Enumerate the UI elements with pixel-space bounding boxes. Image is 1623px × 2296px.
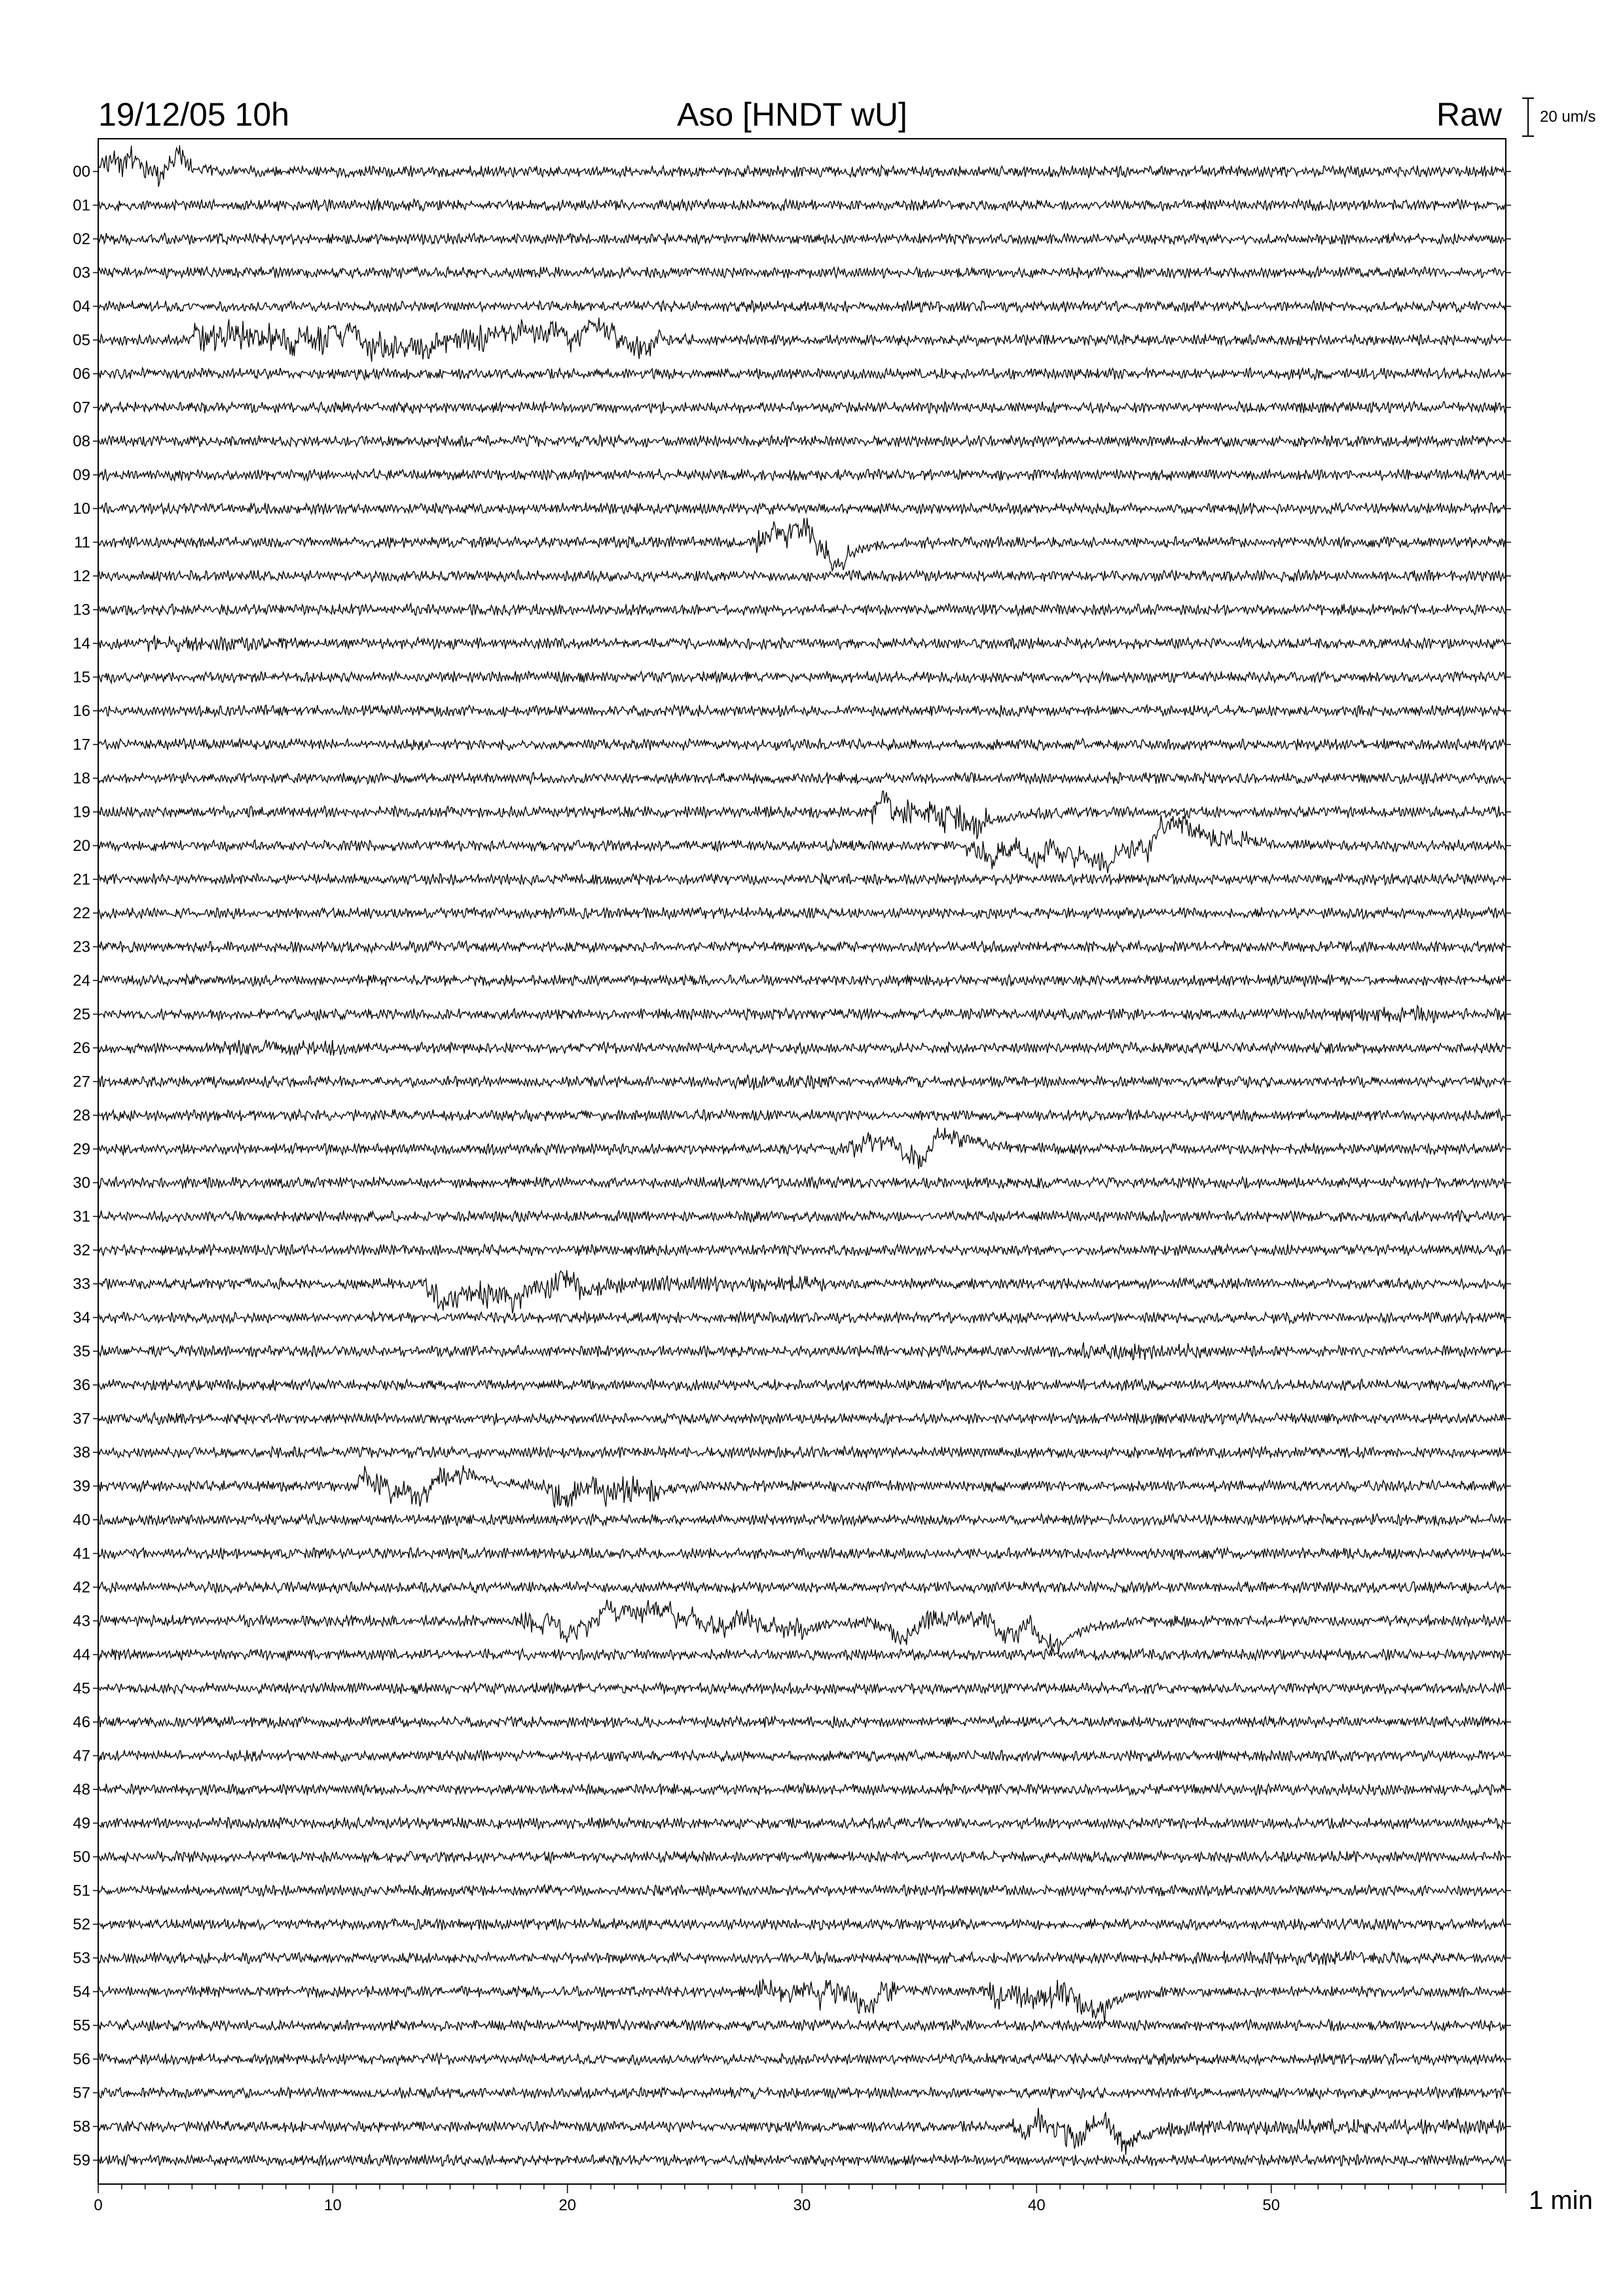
x-tick-label: 30 [793, 2197, 811, 2214]
row-label-27: 27 [73, 1073, 90, 1091]
row-label-59: 59 [73, 2151, 90, 2170]
row-label-03: 03 [73, 264, 90, 282]
trace-row-28 [98, 1109, 1506, 1121]
trace-row-18 [98, 772, 1506, 784]
row-label-44: 44 [73, 1646, 90, 1664]
x-tick-label: 10 [323, 2197, 342, 2214]
row-label-06: 06 [73, 365, 90, 383]
row-label-10: 10 [73, 500, 90, 518]
row-label-12: 12 [73, 567, 90, 585]
x-tick-label: 20 [558, 2197, 577, 2214]
trace-row-40 [98, 1514, 1506, 1526]
row-label-18: 18 [73, 770, 90, 787]
row-label-02: 02 [73, 230, 90, 248]
row-label-00: 00 [73, 163, 90, 181]
trace-row-30 [98, 1177, 1506, 1189]
row-label-53: 53 [73, 1949, 90, 1967]
plot-frame [98, 139, 1506, 2184]
row-label-48: 48 [73, 1781, 90, 1799]
trace-row-01 [98, 199, 1506, 211]
row-label-45: 45 [73, 1679, 90, 1698]
trace-row-55 [98, 2020, 1506, 2032]
row-label-01: 01 [73, 196, 90, 215]
trace-row-03 [98, 267, 1506, 279]
trace-row-35 [98, 1342, 1506, 1360]
trace-row-12 [98, 570, 1506, 582]
trace-row-59 [98, 2155, 1506, 2166]
trace-row-24 [98, 975, 1506, 986]
row-label-57: 57 [73, 2084, 90, 2102]
trace-row-20 [98, 816, 1506, 873]
trace-row-58 [98, 2108, 1506, 2155]
trace-row-26 [98, 1040, 1506, 1056]
row-label-34: 34 [73, 1309, 90, 1327]
row-label-47: 47 [73, 1747, 90, 1765]
row-label-17: 17 [73, 736, 90, 754]
trace-row-53 [98, 1951, 1506, 1965]
trace-row-37 [98, 1413, 1506, 1425]
row-label-46: 46 [73, 1713, 90, 1731]
row-label-21: 21 [73, 870, 90, 889]
row-label-20: 20 [73, 837, 90, 855]
chart-title: Aso [HNDT wU] [677, 96, 907, 133]
trace-row-49 [98, 1818, 1506, 1829]
row-label-35: 35 [73, 1342, 90, 1361]
trace-row-32 [98, 1244, 1506, 1256]
row-label-09: 09 [73, 466, 90, 484]
trace-row-39 [98, 1465, 1506, 1508]
row-label-29: 29 [73, 1140, 90, 1158]
trace-row-06 [98, 368, 1506, 380]
row-label-23: 23 [73, 938, 90, 956]
row-label-41: 41 [73, 1545, 90, 1563]
x-tick-label: 0 [94, 2197, 103, 2214]
trace-row-19 [98, 791, 1506, 840]
trace-row-23 [98, 941, 1506, 953]
row-label-49: 49 [73, 1814, 90, 1833]
trace-row-07 [98, 402, 1506, 414]
row-label-25: 25 [73, 1005, 90, 1024]
row-label-58: 58 [73, 2118, 90, 2136]
x-axis [94, 2184, 1506, 2214]
row-label-15: 15 [73, 668, 90, 687]
trace-row-42 [98, 1581, 1506, 1593]
scale-bar [1522, 98, 1534, 136]
trace-row-46 [98, 1716, 1506, 1728]
row-label-52: 52 [73, 1916, 90, 1933]
trace-row-47 [98, 1750, 1506, 1762]
trace-row-16 [98, 705, 1506, 717]
trace-row-27 [98, 1075, 1506, 1090]
trace-row-17 [98, 739, 1506, 751]
row-label-26: 26 [73, 1039, 90, 1057]
trace-row-44 [98, 1649, 1506, 1660]
row-label-42: 42 [73, 1579, 90, 1596]
trace-row-43 [98, 1600, 1506, 1654]
trace-row-13 [98, 603, 1506, 615]
row-label-22: 22 [73, 905, 90, 922]
row-label-group [73, 163, 1511, 2170]
chart-mode-label: Raw [1436, 96, 1502, 133]
trace-row-08 [98, 435, 1506, 447]
trace-row-56 [98, 2053, 1506, 2065]
row-label-50: 50 [73, 1848, 90, 1866]
row-label-11: 11 [74, 533, 90, 552]
row-label-13: 13 [73, 601, 90, 619]
row-label-38: 38 [73, 1444, 90, 1462]
row-label-31: 31 [73, 1208, 90, 1226]
trace-row-31 [98, 1211, 1506, 1223]
trace-row-25 [98, 1006, 1506, 1023]
x-tick-label: 40 [1027, 2197, 1046, 2214]
trace-row-22 [98, 907, 1506, 919]
row-label-16: 16 [73, 702, 90, 720]
scale-bar-label: 20 um/s [1540, 108, 1596, 126]
trace-row-33 [98, 1270, 1506, 1314]
trace-row-34 [98, 1312, 1506, 1323]
trace-row-10 [98, 503, 1506, 514]
row-label-40: 40 [73, 1511, 90, 1529]
row-label-56: 56 [73, 2051, 90, 2068]
row-label-36: 36 [73, 1376, 90, 1394]
row-label-54: 54 [73, 1983, 90, 2001]
trace-row-05 [98, 317, 1506, 362]
row-label-32: 32 [73, 1242, 90, 1259]
trace-row-15 [98, 672, 1506, 683]
trace-row-52 [98, 1918, 1506, 1930]
row-label-51: 51 [73, 1882, 90, 1900]
row-label-08: 08 [73, 433, 90, 450]
trace-row-51 [98, 1885, 1506, 1897]
row-label-39: 39 [73, 1477, 90, 1496]
trace-row-38 [98, 1446, 1506, 1458]
trace-row-02 [98, 233, 1506, 245]
row-label-37: 37 [73, 1410, 90, 1428]
row-label-14: 14 [73, 635, 90, 653]
x-axis-label: 1 min [1529, 2186, 1593, 2215]
trace-row-48 [98, 1784, 1506, 1795]
row-label-43: 43 [73, 1612, 90, 1630]
row-label-55: 55 [73, 2017, 90, 2035]
trace-row-14 [98, 636, 1506, 652]
row-label-33: 33 [73, 1275, 90, 1293]
trace-row-09 [98, 469, 1506, 480]
row-label-24: 24 [73, 972, 90, 990]
row-label-04: 04 [73, 298, 90, 315]
trace-row-45 [98, 1682, 1506, 1694]
trace-row-29 [98, 1128, 1506, 1169]
row-label-05: 05 [73, 331, 90, 350]
row-label-07: 07 [73, 399, 90, 417]
trace-row-50 [98, 1851, 1506, 1863]
row-label-30: 30 [73, 1174, 90, 1192]
x-tick-label: 50 [1262, 2197, 1281, 2214]
trace-row-41 [98, 1548, 1506, 1560]
row-label-28: 28 [73, 1107, 90, 1124]
trace-row-57 [98, 2087, 1506, 2099]
row-label-19: 19 [73, 803, 90, 821]
trace-group [98, 145, 1506, 2166]
chart-date-hour: 19/12/05 10h [98, 96, 289, 133]
trace-row-54 [98, 1979, 1506, 2024]
trace-row-00 [98, 145, 1506, 187]
trace-row-36 [98, 1379, 1506, 1391]
trace-row-11 [98, 518, 1506, 571]
trace-row-21 [98, 874, 1506, 886]
trace-row-04 [98, 300, 1506, 312]
